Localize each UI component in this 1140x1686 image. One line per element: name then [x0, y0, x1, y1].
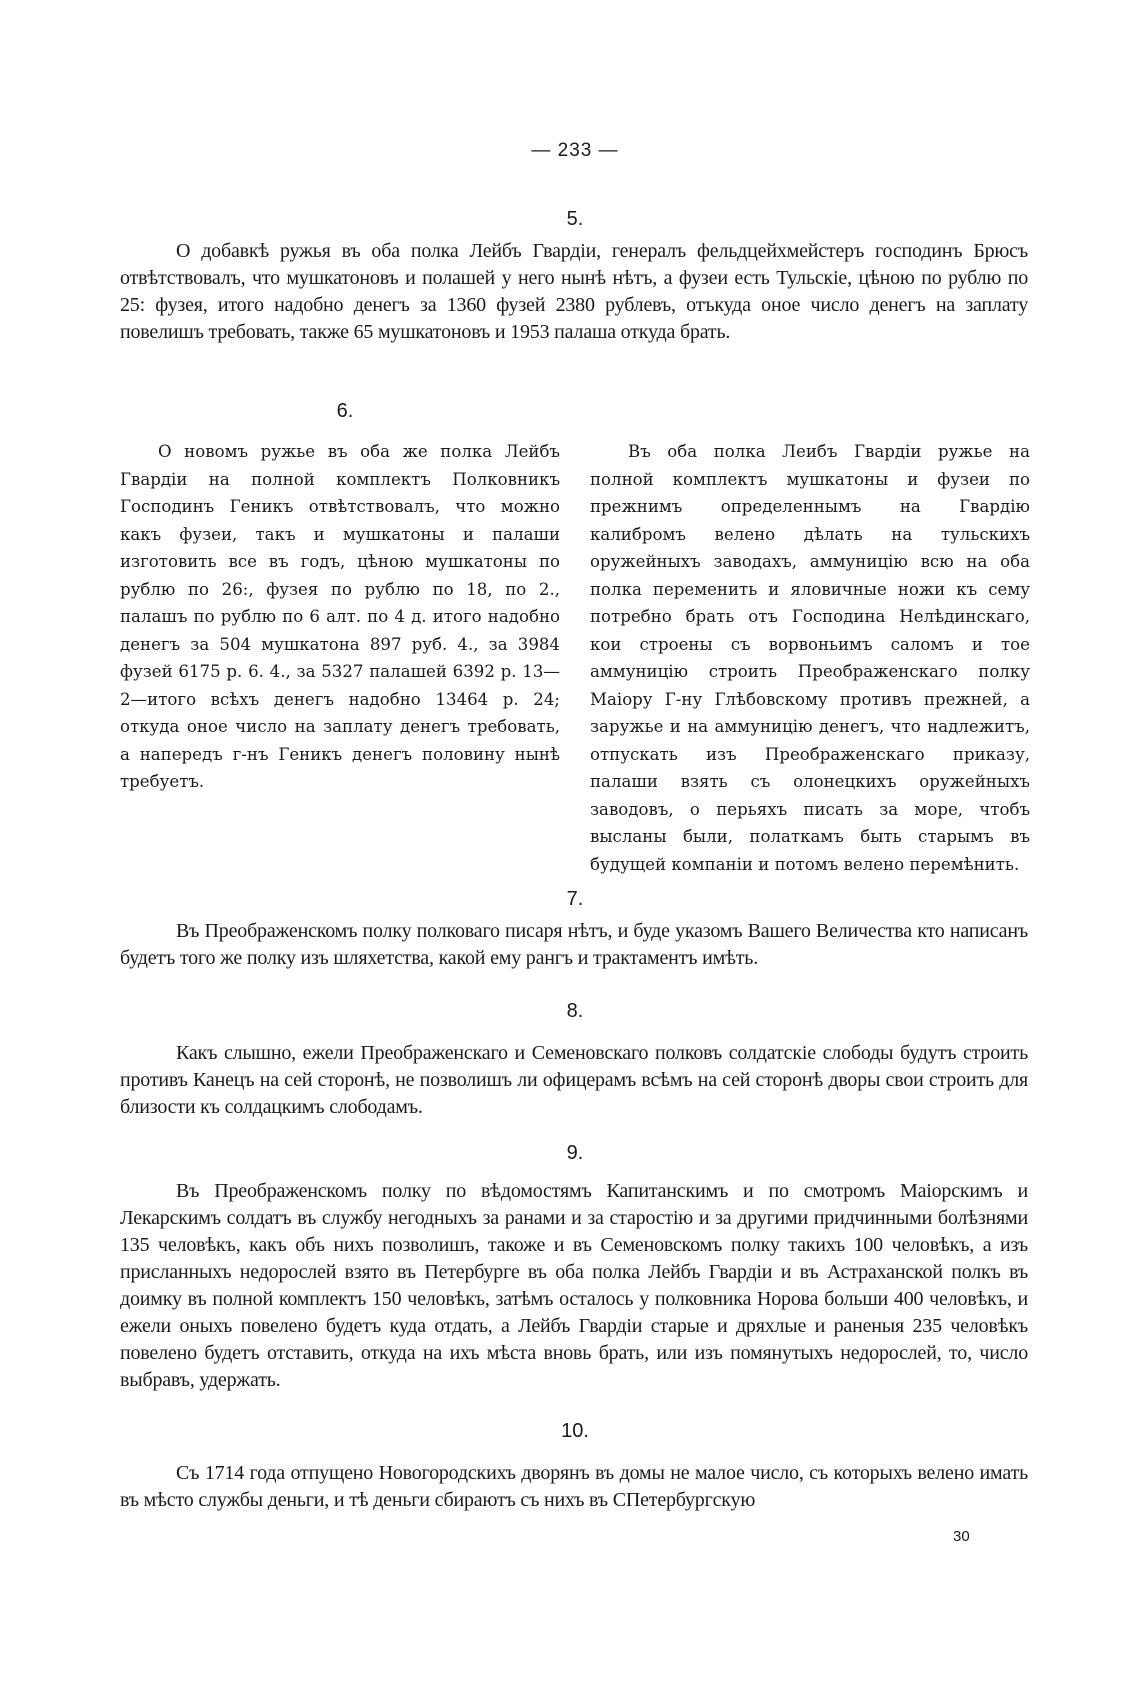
section-6-left-column: О новомъ ружье въ оба же полка Лейбъ Гвардіи на полной комплектъ Полковникъ Господинъ Геникъ отвѣтствовалъ, что можно какъ фузеи, такъ и мушкатоны и палаши изготовить все въ годъ, цѣною мушкатоны по рублю по 26:, фузея по рублю по 18, по 2., палашъ по рублю по 6 алт. по 4 д. итого надобно денегъ за 504 мушкатона 897 руб. 4., за 3984 фузей 6175 р. 6. 4., за 5327 палашей 6392 р. 13—2—итого всѣхъ денегъ надобно 13464 р. 24; откуда оное число на заплату денегъ требовать, а напередъ г-нъ Геникъ денегъ половину нынѣ требуетъ. [120, 442, 560, 791]
section-9-heading: 9. [566, 1142, 584, 1164]
section-7-text: Въ Преображенскомъ полку полковаго писаря нѣтъ, и буде указомъ Вашего Величества кто написанъ будетъ того же полку изъ шляхетства, какой ему рангъ и трактаментъ имѣть. [120, 920, 1028, 969]
signature-mark: 30 [953, 1528, 970, 1545]
section-8-heading: 8. [566, 1000, 584, 1022]
section-8-text: Какъ слышно, ежели Преображенскаго и Семеновскаго полковъ солдатскіе слободы будутъ строить противъ Канецъ на сей сторонѣ, не позволишъ ли офицерамъ всѣмъ на сей сторонѣ дворы свои строить для близости къ солдацкимъ слободамъ. [120, 1042, 1028, 1118]
section-6-heading: 6. [336, 400, 354, 422]
page-number: — 233 — [531, 140, 619, 161]
section-10-heading: 10. [561, 1420, 589, 1442]
section-5-text: О добавкѣ ружья въ оба полка Лейбъ Гвардіи, генералъ фельдцейхмейстеръ господинъ Брюсъ отвѣтствовалъ, что мушкатоновъ и полашей у него нынѣ нѣтъ, а фузеи есть Тульскіе, цѣною по рублю по 25: фузея, итого надобно денегъ за 1360 фузей 2380 рублевъ, отъкуда оное число денегъ на заплату повелишъ требовать, также 65 мушкатоновъ и 1953 палаша откуда брать. [120, 240, 1028, 343]
section-9-text: Въ Преображенскомъ полку по вѣдомостямъ Капитанскимъ и по смотромъ Маіорскимъ и Лекарскимъ солдатъ въ службу негодныхъ за ранами и за старостію и за другими придчинными болѣзнями 135 человѣкъ, какъ объ нихъ позволишъ, такоже и въ Семеновскомъ полку такихъ 100 человѣкъ, а изъ присланныхъ недорослей взято въ Петербурге въ оба полка Лейбъ Гвардіи и въ Астраханской полкъ въ доимку въ полной комплектъ 150 человѣкъ, затѣмъ осталось у полковника Норова больши 400 человѣкъ, и ежели оныхъ повелено будетъ куда отдать, а Лейбъ Гвардіи старые и дряхлые и раненыя 235 человѣкъ повелено будетъ отставить, откуда на ихъ мѣста вновь брать, или изъ помянутыхъ недорослей, то, число выбравъ, удержать. [120, 1180, 1028, 1391]
section-6-right-column: Въ оба полка Леибъ Гвардіи ружье на полной комплектъ мушкатоны и фузеи по прежнимъ определеннымъ на Гвардію калибромъ велено дѣлать на тульскихъ оружейныхъ заводахъ, аммуницію всю на оба полка переменить и яловичные ножи къ сему потребно брать отъ Господина Нелѣдинскаго, кои строены съ ворвоньимъ саломъ и тое аммуницію строить Преображенскаго полку Маіору Г-ну Глѣбовскому противъ прежней, а заружье и на аммуницію денегъ, что надлежитъ, отпускать изъ Преображенскаго приказу, палаши взять съ олонецкихъ оружейныхъ заводовъ, о перьяхъ писать за море, чтобъ высланы были, полаткамъ быть старымъ въ будущей компаніи и потомъ велено перемѣнить. [590, 442, 1030, 874]
section-7-heading: 7. [566, 888, 584, 910]
section-5-heading: 5. [566, 208, 584, 230]
section-10-text: Съ 1714 года отпущено Новогородскихъ дворянъ въ домы не малое число, съ которыхъ велено имать въ мѣсто службы деньги, и тѣ деньги сбираютъ съ нихъ въ СПетербургскую [120, 1462, 1028, 1511]
